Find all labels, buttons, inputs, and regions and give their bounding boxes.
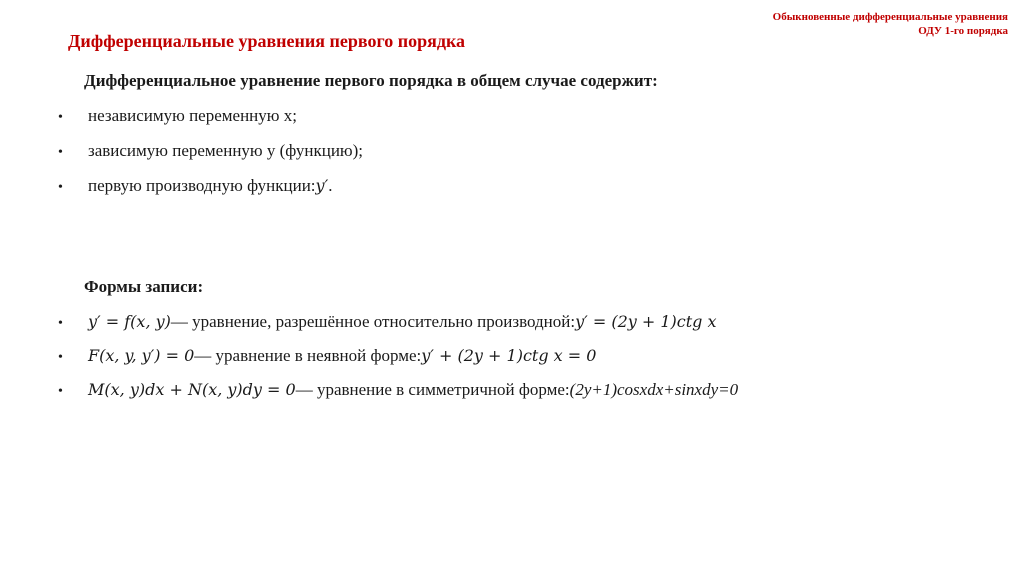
list-item-text: первую производную функции: (88, 176, 316, 195)
math-example: y′ = (2y + 1)ctg x (575, 312, 717, 331)
bullet-icon: • (58, 350, 63, 365)
list-item-text: независимую переменную x; (88, 106, 297, 125)
list-item (58, 176, 332, 196)
list-item-text: — уравнение в неявной форме: (194, 346, 422, 365)
list-item (58, 380, 738, 400)
list-item-text: — уравнение, разрешённое относительно производной: (170, 312, 576, 331)
section-heading-contents: Дифференциальное уравнение первого порядка в общем случае содержит: (84, 71, 658, 90)
bullet-icon: • (58, 110, 63, 125)
list-item-suffix: . (328, 176, 333, 195)
course-title: Обыкновенные дифференциальные уравнения (772, 11, 1008, 23)
list-item (58, 106, 297, 126)
course-header (773, 10, 1008, 38)
math-expression: M(x, y)dx + N(x, y)dy = 0 (88, 380, 296, 399)
math-expression: y′ (315, 176, 329, 195)
course-section: ОДУ 1-го порядка (918, 25, 1008, 37)
list-item-text: зависимую переменную y (функцию); (88, 141, 364, 160)
bullet-icon: • (58, 145, 63, 160)
bullet-icon: • (58, 384, 63, 399)
list-item (58, 141, 363, 161)
slide-title: Дифференциальные уравнения первого порядка (68, 31, 466, 51)
list-item (58, 346, 596, 366)
math-example: (2y+1)cosxdx+sinxdy=0 (569, 380, 739, 399)
list-item-text: — уравнение в симметричной форме: (295, 380, 570, 399)
math-example: y′ + (2y + 1)ctg x = 0 (421, 346, 597, 365)
math-expression: F(x, y, y′) = 0 (88, 346, 195, 365)
bullet-icon: • (58, 180, 63, 195)
section-heading-forms: Формы записи: (84, 277, 204, 296)
list-item (58, 312, 717, 332)
bullet-icon: • (58, 316, 63, 331)
math-expression: y′ = f(x, y) (88, 312, 171, 331)
